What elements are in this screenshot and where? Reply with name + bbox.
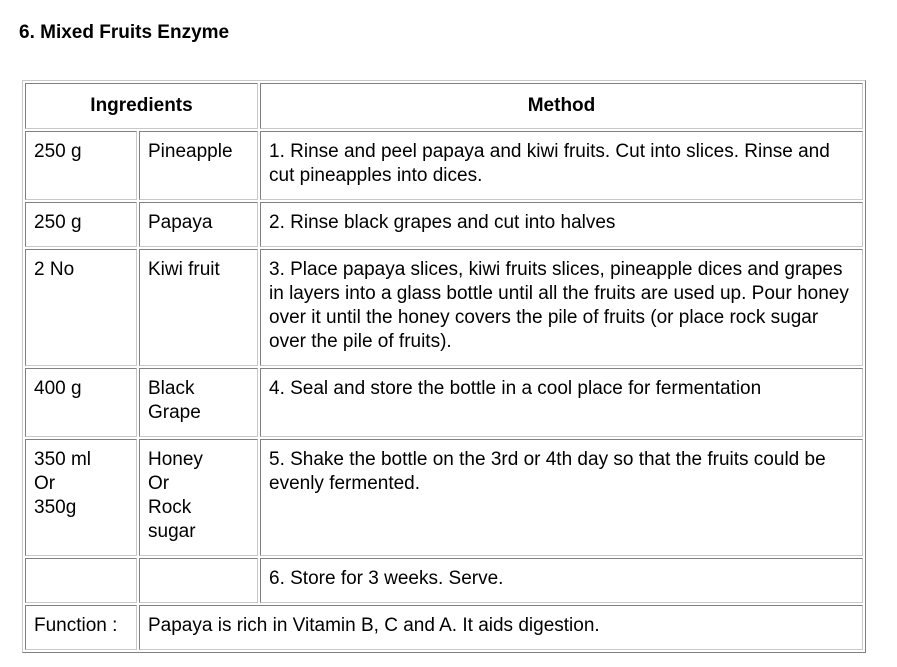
quantity-line: 400 g	[34, 378, 82, 399]
table-row	[25, 131, 863, 200]
method-header: Method	[260, 83, 863, 129]
ingredient-line: Honey	[148, 449, 203, 470]
ingredient-cell	[139, 249, 258, 366]
quantity-line: 250 g	[34, 212, 82, 233]
ingredient-cell	[139, 439, 258, 556]
table-row	[25, 439, 863, 556]
ingredient-cell	[139, 558, 258, 603]
ingredient-cell	[139, 368, 258, 437]
quantity-cell	[25, 439, 137, 556]
function-row	[25, 605, 863, 650]
ingredient-cell	[139, 202, 258, 247]
function-label: Function :	[25, 605, 137, 650]
ingredient-line: sugar	[148, 521, 196, 542]
quantity-line: 2 No	[34, 259, 75, 280]
method-step-cell: 1. Rinse and peel papaya and kiwi fruits. Cut into slices. Rinse and cut pineapples into dices.	[260, 131, 863, 200]
method-step-cell: 2. Rinse black grapes and cut into halves	[260, 202, 863, 247]
table-row	[25, 249, 863, 366]
method-step-cell: 4. Seal and store the bottle in a cool place for fermentation	[260, 368, 863, 437]
ingredient-line: Pineapple	[148, 141, 233, 162]
quantity-line: 250 g	[34, 141, 82, 162]
quantity-line: Or	[34, 473, 56, 494]
ingredient-cell	[139, 131, 258, 200]
ingredients-header: Ingredients	[25, 83, 258, 129]
table-row	[25, 368, 863, 437]
ingredient-line: Rock	[148, 497, 192, 518]
ingredient-line: Black	[148, 378, 195, 399]
ingredient-line: Kiwi fruit	[148, 259, 220, 280]
method-step-cell: 3. Place papaya slices, kiwi fruits slices, pineapple dices and grapes in layers into a glass bottle until all the fruits are used up. Pour honey over it until the honey covers the pile of fruits (or place rock sugar over the pile of fruits).	[260, 249, 863, 366]
ingredient-line: Grape	[148, 402, 201, 423]
quantity-cell	[25, 202, 137, 247]
ingredient-line: Or	[148, 473, 170, 494]
table-header-row	[25, 83, 863, 129]
ingredient-line: Papaya	[148, 212, 213, 233]
table-row	[25, 202, 863, 247]
method-step-cell: 6. Store for 3 weeks. Serve.	[260, 558, 863, 603]
quantity-cell	[25, 558, 137, 603]
page-title: 6. Mixed Fruits Enzyme	[19, 22, 230, 43]
quantity-cell	[25, 249, 137, 366]
method-step-cell: 5. Shake the bottle on the 3rd or 4th day so that the fruits could be evenly fermented.	[260, 439, 863, 556]
table-row	[25, 558, 863, 603]
function-text: Papaya is rich in Vitamin B, C and A. It aids digestion.	[139, 605, 863, 650]
quantity-line: 350 ml	[34, 449, 92, 470]
quantity-cell	[25, 131, 137, 200]
recipe-table	[22, 80, 866, 653]
quantity-cell	[25, 368, 137, 437]
quantity-line: 350g	[34, 497, 77, 518]
